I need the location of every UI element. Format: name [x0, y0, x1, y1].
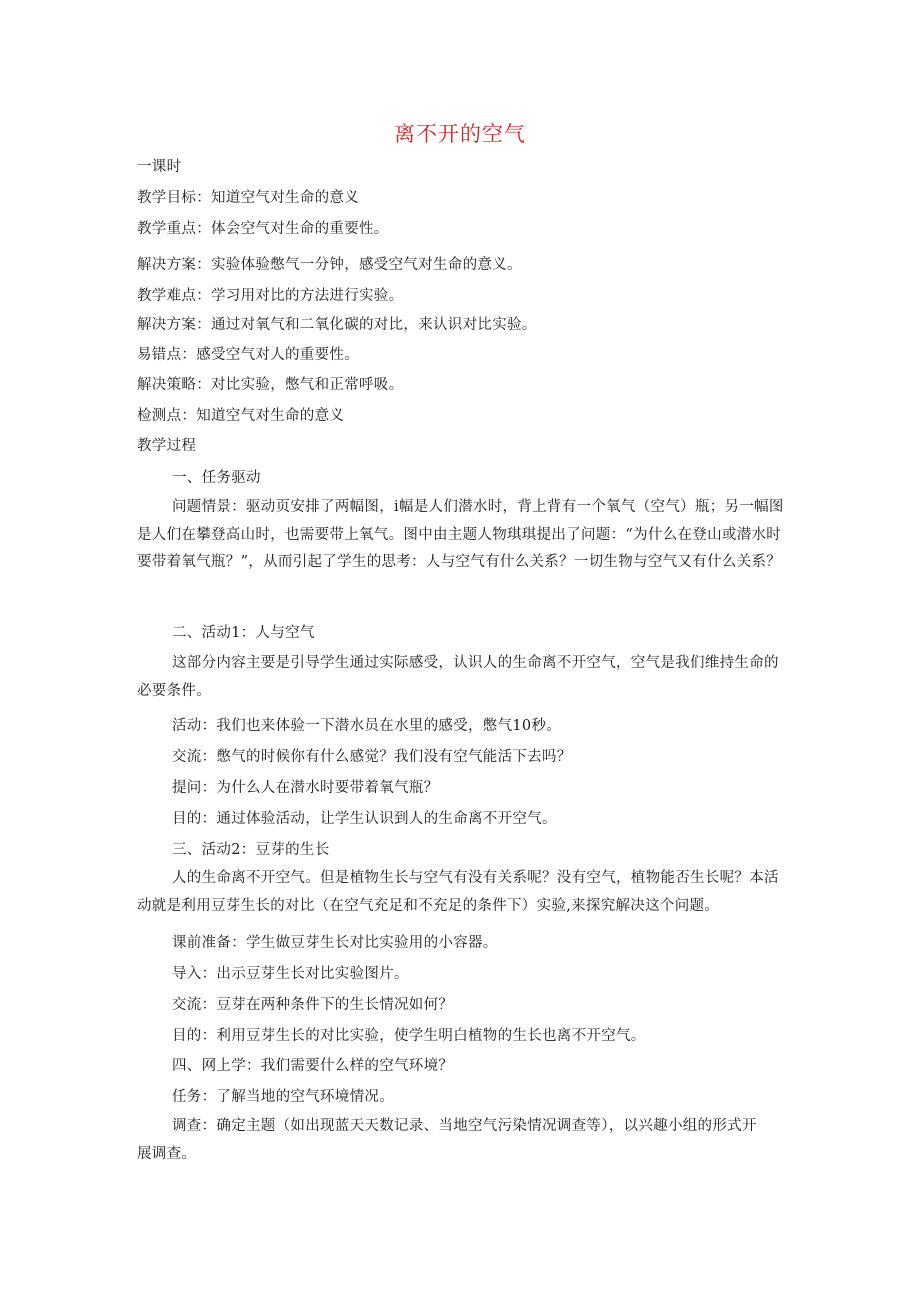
teaching-difficulty: 教学难点：学习用对比的方法进行实验。: [137, 288, 404, 304]
solution-strategy: 解决策略：对比实验，憋气和正常呼吸。: [137, 377, 404, 393]
section-3-intro: 导入：出示豆芽生长对比实验图片。: [172, 966, 409, 982]
solution-2: 解决方案：通过对氧气和二氧化碳的对比，来认识对比实验。: [137, 317, 537, 333]
lesson-duration: 一课时: [137, 159, 182, 175]
section-4-heading: 四、网上学：我们需要什么样的空气环境？: [172, 1058, 454, 1074]
section-3-heading: 三、活动2：豆芽的生长: [172, 842, 330, 858]
section-2-purpose: 目的：通过体验活动，让学生认识到人的生命离不开空气。: [172, 811, 557, 827]
teaching-focus: 教学重点：体会空气对生命的重要性。: [137, 221, 389, 237]
section-3-discussion: 交流：豆芽在两种条件下的生长情况如何？: [172, 997, 454, 1013]
section-1-paragraph: 问题情景：驱动页安排了两幅图，i幅是人们潜水时，背上背有一个氧气（空气）瓶；另一幅图是人们在攀登高山时，也需要带上氧气。图中由主题人物琪琪提出了问题：“为什么在登山或潜水时要带着氧气瓶？”，从而引起了学生的思考：人与空气有什么关系？一切生物与空气又有什么关系？: [137, 499, 784, 570]
check-point: 检测点：知道空气对生命的意义: [137, 408, 345, 424]
section-3-preparation: 课前准备：学生做豆芽生长对比实验用的小容器。: [172, 935, 498, 951]
section-3-purpose: 目的：利用豆芽生长的对比实验，使学生明白植物的生长也离不开空气。: [172, 1028, 646, 1044]
section-2-activity: 活动：我们也来体验一下潜水员在水里的感受，憋气10秒。: [172, 718, 562, 734]
section-4-task: 任务：了解当地的空气环境情况。: [172, 1089, 394, 1105]
section-1-heading: 一、任务驱动: [172, 470, 261, 486]
section-2-discussion: 交流：憋气的时候你有什么感觉？我们没有空气能活下去吗？: [172, 749, 572, 765]
teaching-goal: 教学目标：知道空气对生命的意义: [137, 190, 359, 206]
solution-1: 解决方案：实验体验憋气一分钟，感受空气对生命的意义。: [137, 257, 522, 273]
error-prone-point: 易错点：感受空气对人的重要性。: [137, 347, 359, 363]
section-2-question: 提问：为什么人在潜水时要带着氧气瓶？: [172, 780, 439, 796]
section-4-paragraph: 调查：确定主题（如出现蓝天天数记录、当地空气污染情况调查等），以兴趣小组的形式开展调查。: [137, 1118, 757, 1162]
section-3-paragraph: 人的生命离不开空气。但是植物生长与空气有没有关系呢？没有空气，植物能否生长呢？本活动就是利用豆芽生长的对比（在空气充足和不充足的条件下）实验,来探究解决这个问题。: [137, 870, 779, 914]
section-2-heading: 二、活动1：人与空气: [172, 625, 315, 641]
page-title: 离不开的空气: [394, 122, 526, 146]
teaching-process-heading: 教学过程: [137, 438, 197, 454]
section-2-paragraph: 这部分内容主要是引导学生通过实际感受，认识人的生命离不开空气，空气是我们维持生命的必要条件。: [137, 655, 779, 699]
